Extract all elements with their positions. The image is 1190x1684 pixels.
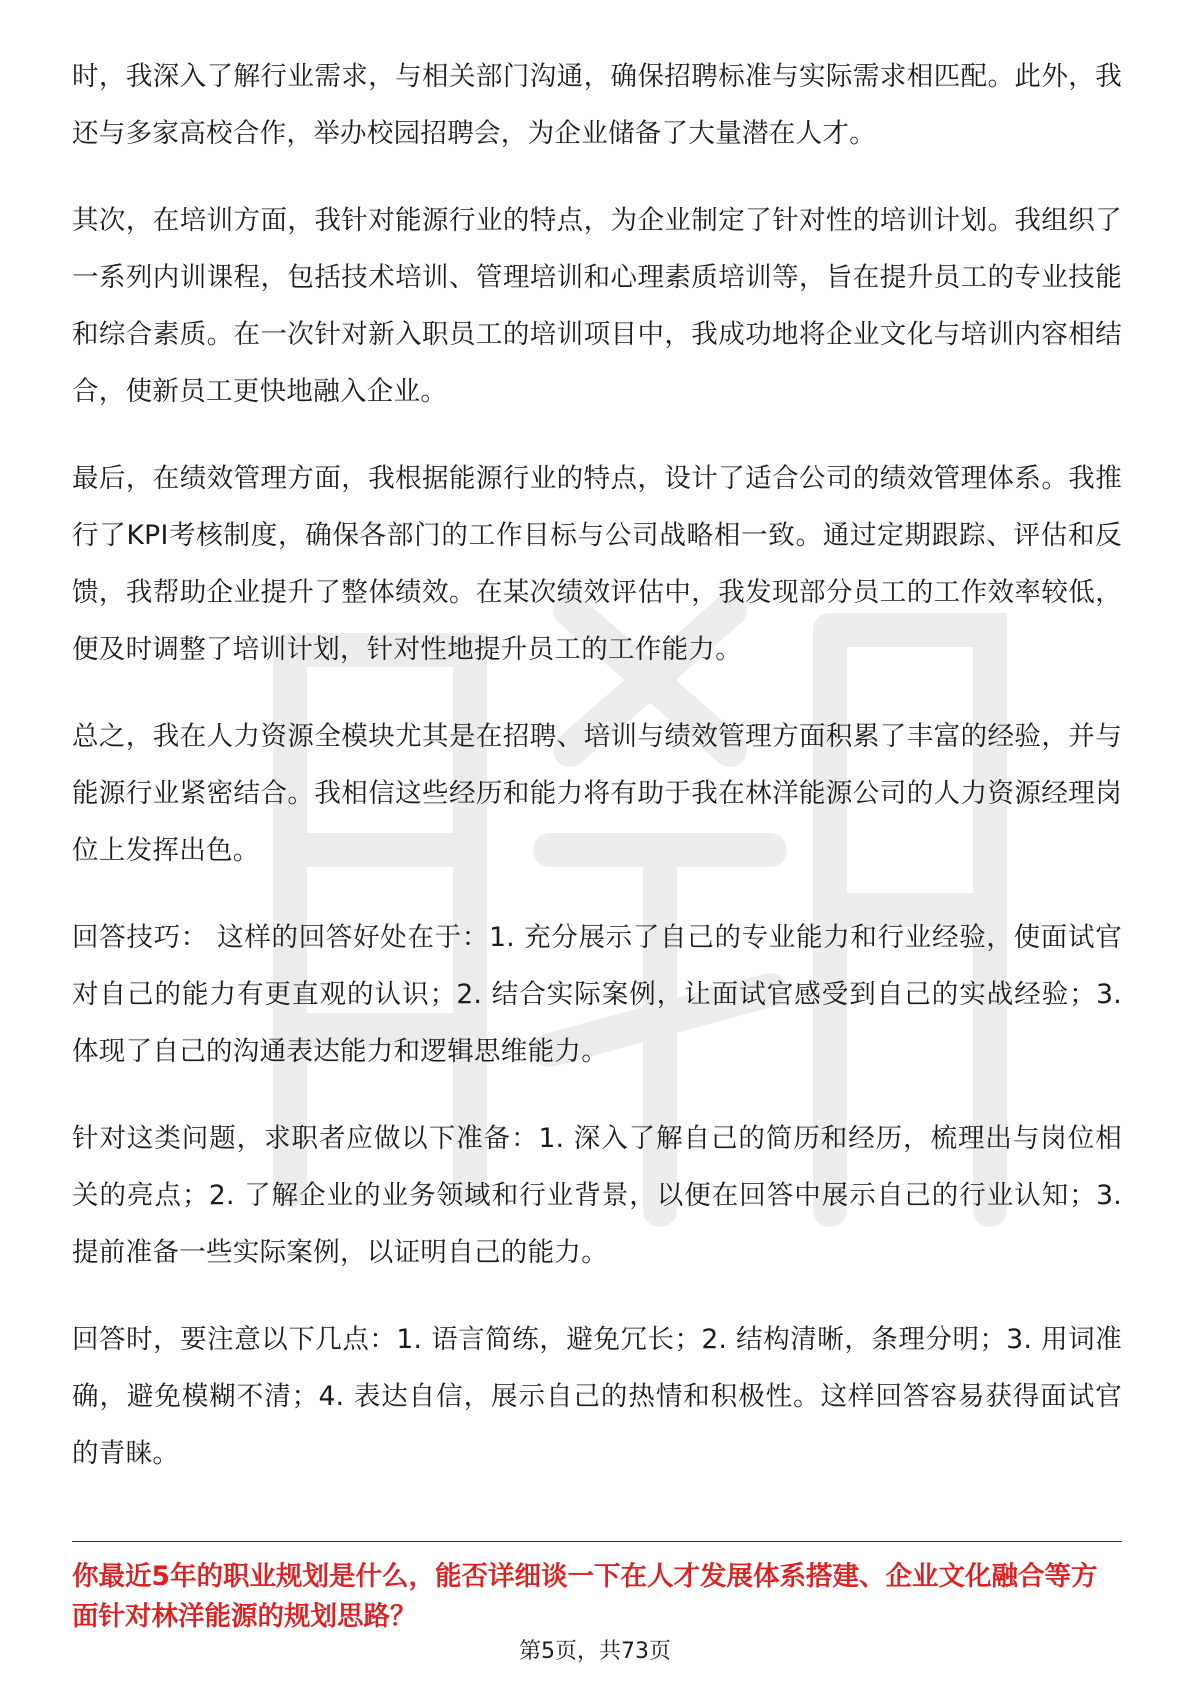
paragraph: 回答时，要注意以下几点：1. 语言简练，避免冗长；2. 结构清晰，条理分明；3. 用词准确，避免模糊不清；4. 表达自信，展示自己的热情和积极性。这样回答容易获得面试官的青睐。 bbox=[72, 1324, 1122, 1469]
paragraph: 时，我深入了解行业需求，与相关部门沟通，确保招聘标准与实际需求相匹配。此外，我还与多家高校合作，举办校园招聘会，为企业储备了大量潜在人才。 bbox=[72, 61, 1122, 149]
paragraph: 最后，在绩效管理方面，我根据能源行业的特点，设计了适合公司的绩效管理体系。我推行了KPI考核制度，确保各部门的工作目标与公司战略相一致。通过定期跟踪、评估和反馈，我帮助企业提升了整体绩效。在某次绩效评估中，我发现部分员工的工作效率较低，便及时调整了培训计划，针对性地提升员工的工作能力。 bbox=[72, 463, 1122, 665]
question-heading: 你最近5年的职业规划是什么，能否详细谈一下在人才发展体系搭建、企业文化融合等方面针对林洋能源的规划思路？ bbox=[72, 1561, 1098, 1632]
page-number: 第5页，共73页 bbox=[519, 1639, 671, 1664]
section-divider bbox=[72, 1541, 1122, 1542]
paragraph: 回答技巧： 这样的回答好处在于：1. 充分展示了自己的专业能力和行业经验，使面试官对自己的能力有更直观的认识；2. 结合实际案例，让面试官感受到自己的实战经验；3. 体现了自己的沟通表达能力和逻辑思维能力。 bbox=[72, 922, 1122, 1067]
body-text bbox=[72, 48, 1122, 1512]
paragraph: 总之，我在人力资源全模块尤其是在招聘、培训与绩效管理方面积累了丰富的经验，并与能源行业紧密结合。我相信这些经历和能力将有助于我在林洋能源公司的人力资源经理岗位上发挥出色。 bbox=[72, 721, 1122, 866]
paragraph: 针对这类问题，求职者应做以下准备：1. 深入了解自己的简历和经历，梳理出与岗位相关的亮点；2. 了解企业的业务领域和行业背景，以便在回答中展示自己的行业认知；3. 提前准备一些实际案例，以证明自己的能力。 bbox=[72, 1123, 1122, 1268]
paragraph: 其次，在培训方面，我针对能源行业的特点，为企业制定了针对性的培训计划。我组织了一系列内训课程，包括技术培训、管理培训和心理素质培训等，旨在提升员工的专业技能和综合素质。在一次针对新入职员工的培训项目中，我成功地将企业文化与培训内容相结合，使新员工更快地融入企业。 bbox=[72, 205, 1122, 407]
